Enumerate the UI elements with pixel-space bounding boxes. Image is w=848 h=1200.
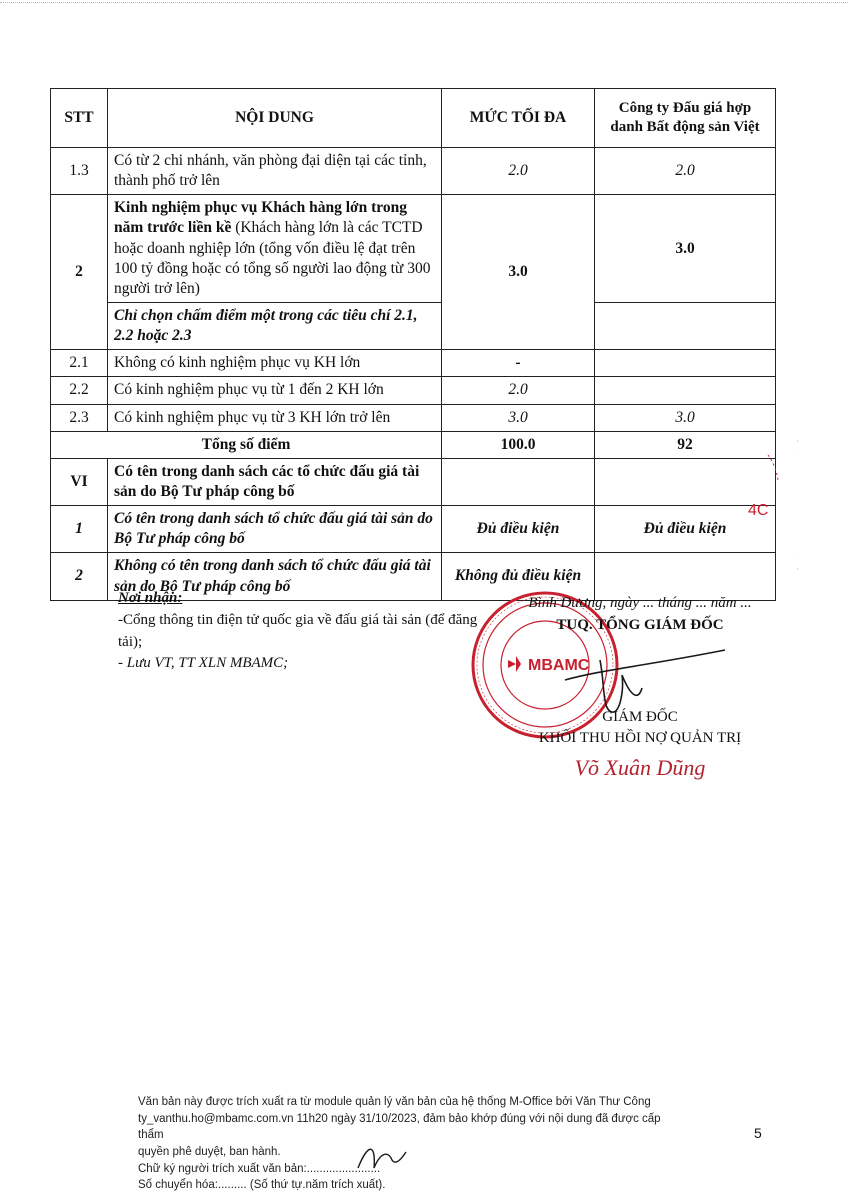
footer-line: quyền phê duyệt, ban hành. bbox=[138, 1146, 281, 1159]
row-max: 3.0 bbox=[442, 195, 595, 350]
row-content-bold: Kinh nghiệm phục vụ Khách hàng lớn trong năm trước liền kề bbox=[114, 199, 407, 237]
row-stt: 2 bbox=[51, 195, 108, 350]
footer-line: ty_vanthu.ho@mbamc.com.vn 11h20 ngày 31/10/2023, đảm bảo khớp đúng với nội dung đã được cấp thẩm bbox=[138, 1112, 661, 1142]
row-max: - bbox=[442, 350, 595, 377]
row-content-normal: (Khách hàng lớn là các TCTD hoặc doanh nghiệp lớn (tổng vốn điều lệ đạt trên 100 tỷ đồng hoặc có tổng số người lao động từ 300 người trở lên) bbox=[114, 219, 431, 297]
row-max: Không đủ điều kiện bbox=[442, 553, 595, 600]
row-content: Có kinh nghiệm phục vụ từ 3 KH lớn trở lên bbox=[108, 404, 442, 431]
row-max: Đủ điều kiện bbox=[442, 506, 595, 553]
row-score bbox=[595, 377, 776, 404]
table-row bbox=[51, 302, 776, 349]
row-stt: 1 bbox=[51, 506, 108, 553]
section-stt: VI bbox=[51, 458, 108, 505]
row-stt: 1.3 bbox=[51, 148, 108, 195]
header-company: Công ty Đấu giá hợp danh Bất động sản Việt bbox=[595, 89, 776, 148]
total-row bbox=[51, 431, 776, 458]
recipients-title: Nơi nhận: bbox=[118, 590, 183, 606]
section-max-empty bbox=[442, 458, 595, 505]
row-content: Có tên trong danh sách tổ chức đấu giá tài sản do Bộ Tư pháp công bố bbox=[108, 506, 442, 553]
table-row bbox=[51, 506, 776, 553]
row-stt: 2 bbox=[51, 553, 108, 600]
row-max: 2.0 bbox=[442, 377, 595, 404]
row-content bbox=[108, 195, 442, 303]
row-score-empty bbox=[595, 302, 776, 349]
section-content: Có tên trong danh sách các tổ chức đấu giá tài sản do Bộ Tư pháp công bố bbox=[108, 458, 442, 505]
row-content: Có kinh nghiệm phục vụ từ 1 đến 2 KH lớn bbox=[108, 377, 442, 404]
row-stt: 2.2 bbox=[51, 377, 108, 404]
seal-edge-text: 4C bbox=[748, 502, 769, 519]
scan-edge bbox=[0, 2, 848, 9]
seal-brand: MBAMC bbox=[528, 657, 590, 674]
sign-position: GIÁM ĐỐC bbox=[602, 708, 678, 725]
recipients-line: - Lưu VT, TT XLN MBAMC; bbox=[118, 655, 289, 672]
footer-line: Văn bản này được trích xuất ra từ module quản lý văn bản của hệ thống M-Office bởi Văn Thư Công bbox=[138, 1096, 651, 1108]
section-row bbox=[51, 458, 776, 505]
row-score: 3.0 bbox=[595, 404, 776, 431]
row-note: Chỉ chọn chấm điểm một trong các tiêu chí 2.1, 2.2 hoặc 2.3 bbox=[108, 302, 442, 349]
total-label: Tổng số điểm bbox=[51, 431, 442, 458]
row-max: 3.0 bbox=[442, 404, 595, 431]
table-header-row bbox=[51, 89, 776, 148]
header-max: MỨC TỐI ĐA bbox=[442, 89, 595, 148]
row-content: Có từ 2 chi nhánh, văn phòng đại diện tại các tỉnh, thành phố trở lên bbox=[108, 148, 442, 195]
row-score: 3.0 bbox=[595, 195, 776, 303]
header-stt: STT bbox=[51, 89, 108, 148]
extraction-footer bbox=[138, 1094, 678, 1194]
sign-date: Bình Dương, ngày ... tháng ... năm ... bbox=[528, 595, 752, 611]
recipients-line: -Cổng thông tin điện tử quốc gia về đấu giá tài sản (để đăng tải); bbox=[118, 611, 478, 650]
recipients-block bbox=[118, 588, 478, 675]
signer-name: Võ Xuân Dũng bbox=[574, 755, 706, 780]
row-stt: 2.1 bbox=[51, 350, 108, 377]
row-max: 2.0 bbox=[442, 148, 595, 195]
row-score: Đủ điều kiện bbox=[595, 506, 776, 553]
partial-seal-icon bbox=[738, 435, 798, 575]
sign-position-dept: KHỐI THU HỒI NỢ QUẢN TRỊ bbox=[538, 730, 742, 747]
page-number: 5 bbox=[754, 1125, 762, 1141]
table-row bbox=[51, 377, 776, 404]
extractor-signature-icon bbox=[348, 1138, 408, 1178]
footer-line: Chữ ký người trích xuất văn bản:....................... bbox=[138, 1162, 381, 1175]
table-row bbox=[51, 404, 776, 431]
row-content: Không có tên trong danh sách tổ chức đấu giá tài sản do Bộ Tư pháp công bố bbox=[108, 553, 442, 600]
row-score: 2.0 bbox=[595, 148, 776, 195]
table-row bbox=[51, 148, 776, 195]
handwritten-signature-icon bbox=[560, 640, 730, 720]
table-row bbox=[51, 195, 776, 303]
header-content: NỘI DUNG bbox=[108, 89, 442, 148]
row-content: Không có kinh nghiệm phục vụ KH lớn bbox=[108, 350, 442, 377]
footer-line: Số chuyển hóa:......... (Số thứ tự.năm trích xuất). bbox=[138, 1179, 386, 1192]
row-stt: 2.3 bbox=[51, 404, 108, 431]
total-max: 100.0 bbox=[442, 431, 595, 458]
row-score bbox=[595, 350, 776, 377]
sign-role: TUQ. TỔNG GIÁM ĐỐC bbox=[556, 616, 724, 633]
evaluation-table bbox=[50, 88, 776, 601]
table-row bbox=[51, 350, 776, 377]
total-score: 92 bbox=[595, 431, 776, 458]
